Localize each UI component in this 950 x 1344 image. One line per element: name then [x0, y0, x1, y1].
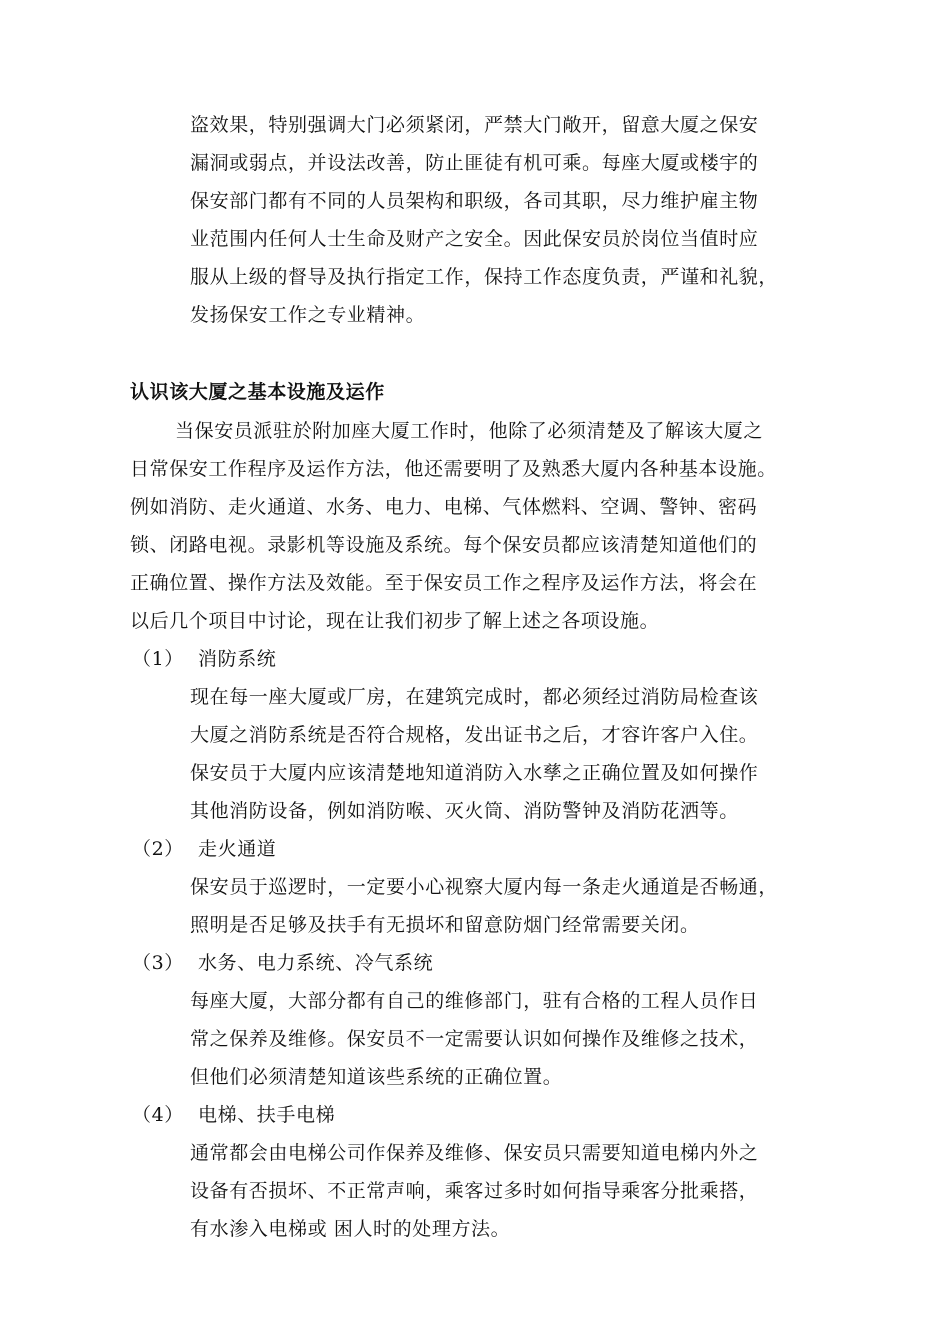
paragraph-line: 锁、闭路电视。录影机等设施及系统。每个保安员都应该清楚知道他们的: [130, 534, 758, 556]
list-item-number: （2）: [132, 838, 184, 860]
list-item-line: 设备有否损坏、不正常声响，乘客过多时如何指导乘客分批乘搭，: [190, 1180, 759, 1202]
list-item-line: 大厦之消防系统是否符合规格，发出证书之后，才容许客户入住。: [190, 724, 759, 746]
list-item-heading: [132, 1102, 335, 1128]
list-item-line: 常之保养及维修。保安员不一定需要认识如何操作及维修之技术，: [190, 1028, 759, 1050]
list-item-number: （1）: [132, 648, 184, 670]
list-item-number: （3）: [132, 952, 184, 974]
paragraph-line: 正确位置、操作方法及效能。至于保安员工作之程序及运作方法，将会在: [130, 572, 758, 594]
paragraph-line: 日常保安工作程序及运作方法，他还需要明了及熟悉大厦内各种基本设施。: [130, 458, 777, 480]
intro-line: 保安部门都有不同的人员架构和职级，各司其职，尽力维护雇主物: [190, 190, 759, 212]
intro-line: 盗效果，特别强调大门必须紧闭，严禁大门敞开，留意大厦之保安: [190, 114, 759, 136]
paragraph-line: 以后几个项目中讨论，现在让我们初步了解上述之各项设施。: [130, 610, 660, 632]
list-item-number: （4）: [132, 1104, 184, 1126]
intro-line: 服从上级的督导及执行指定工作，保持工作态度负责，严谨和礼貌，: [190, 266, 779, 288]
list-item-line: 但他们必须清楚知道该些系统的正确位置。: [190, 1066, 563, 1088]
list-item-line: 现在每一座大厦或厂房，在建筑完成时，都必须经过消防局检查该: [190, 686, 759, 708]
intro-line: 漏洞或弱点，并设法改善，防止匪徒有机可乘。每座大厦或楼宇的: [190, 152, 759, 174]
list-item-line: 其他消防设备，例如消防喉、灭火筒、消防警钟及消防花洒等。: [190, 800, 739, 822]
list-item-line: 保安员于巡逻时，一定要小心视察大厦内每一条走火通道是否畅通，: [190, 876, 779, 898]
paragraph-line: 当保安员派驻於附加座大厦工作时，他除了必须清楚及了解该大厦之: [175, 420, 764, 442]
section-heading: 认识该大厦之基本设施及运作: [130, 381, 385, 403]
list-item-title: 消防系统: [198, 648, 277, 670]
list-item-title: 电梯、扶手电梯: [198, 1104, 336, 1126]
intro-line: 发扬保安工作之专业精神。: [190, 304, 426, 326]
list-item-line: 有水渗入电梯或 困人时的处理方法。: [190, 1218, 511, 1240]
list-item-heading: [132, 836, 276, 862]
list-item-heading: [132, 646, 276, 672]
list-item-line: 保安员于大厦内应该清楚地知道消防入水孳之正确位置及如何操作: [190, 762, 759, 784]
list-item-title: 走火通道: [198, 838, 277, 860]
list-item-heading: [132, 950, 433, 976]
paragraph-line: 例如消防、走火通道、水务、电力、电梯、气体燃料、空调、警钟、密码: [130, 496, 758, 518]
intro-line: 业范围内任何人士生命及财产之安全。因此保安员於岗位当值时应: [190, 228, 759, 250]
list-item-line: 照明是否足够及扶手有无损坏和留意防烟门经常需要关闭。: [190, 914, 700, 936]
list-item-line: 每座大厦，大部分都有自己的维修部门，驻有合格的工程人员作日: [190, 990, 759, 1012]
list-item-title: 水务、电力系统、冷气系统: [198, 952, 434, 974]
list-item-line: 通常都会由电梯公司作保养及维修、保安员只需要知道电梯内外之: [190, 1142, 759, 1164]
